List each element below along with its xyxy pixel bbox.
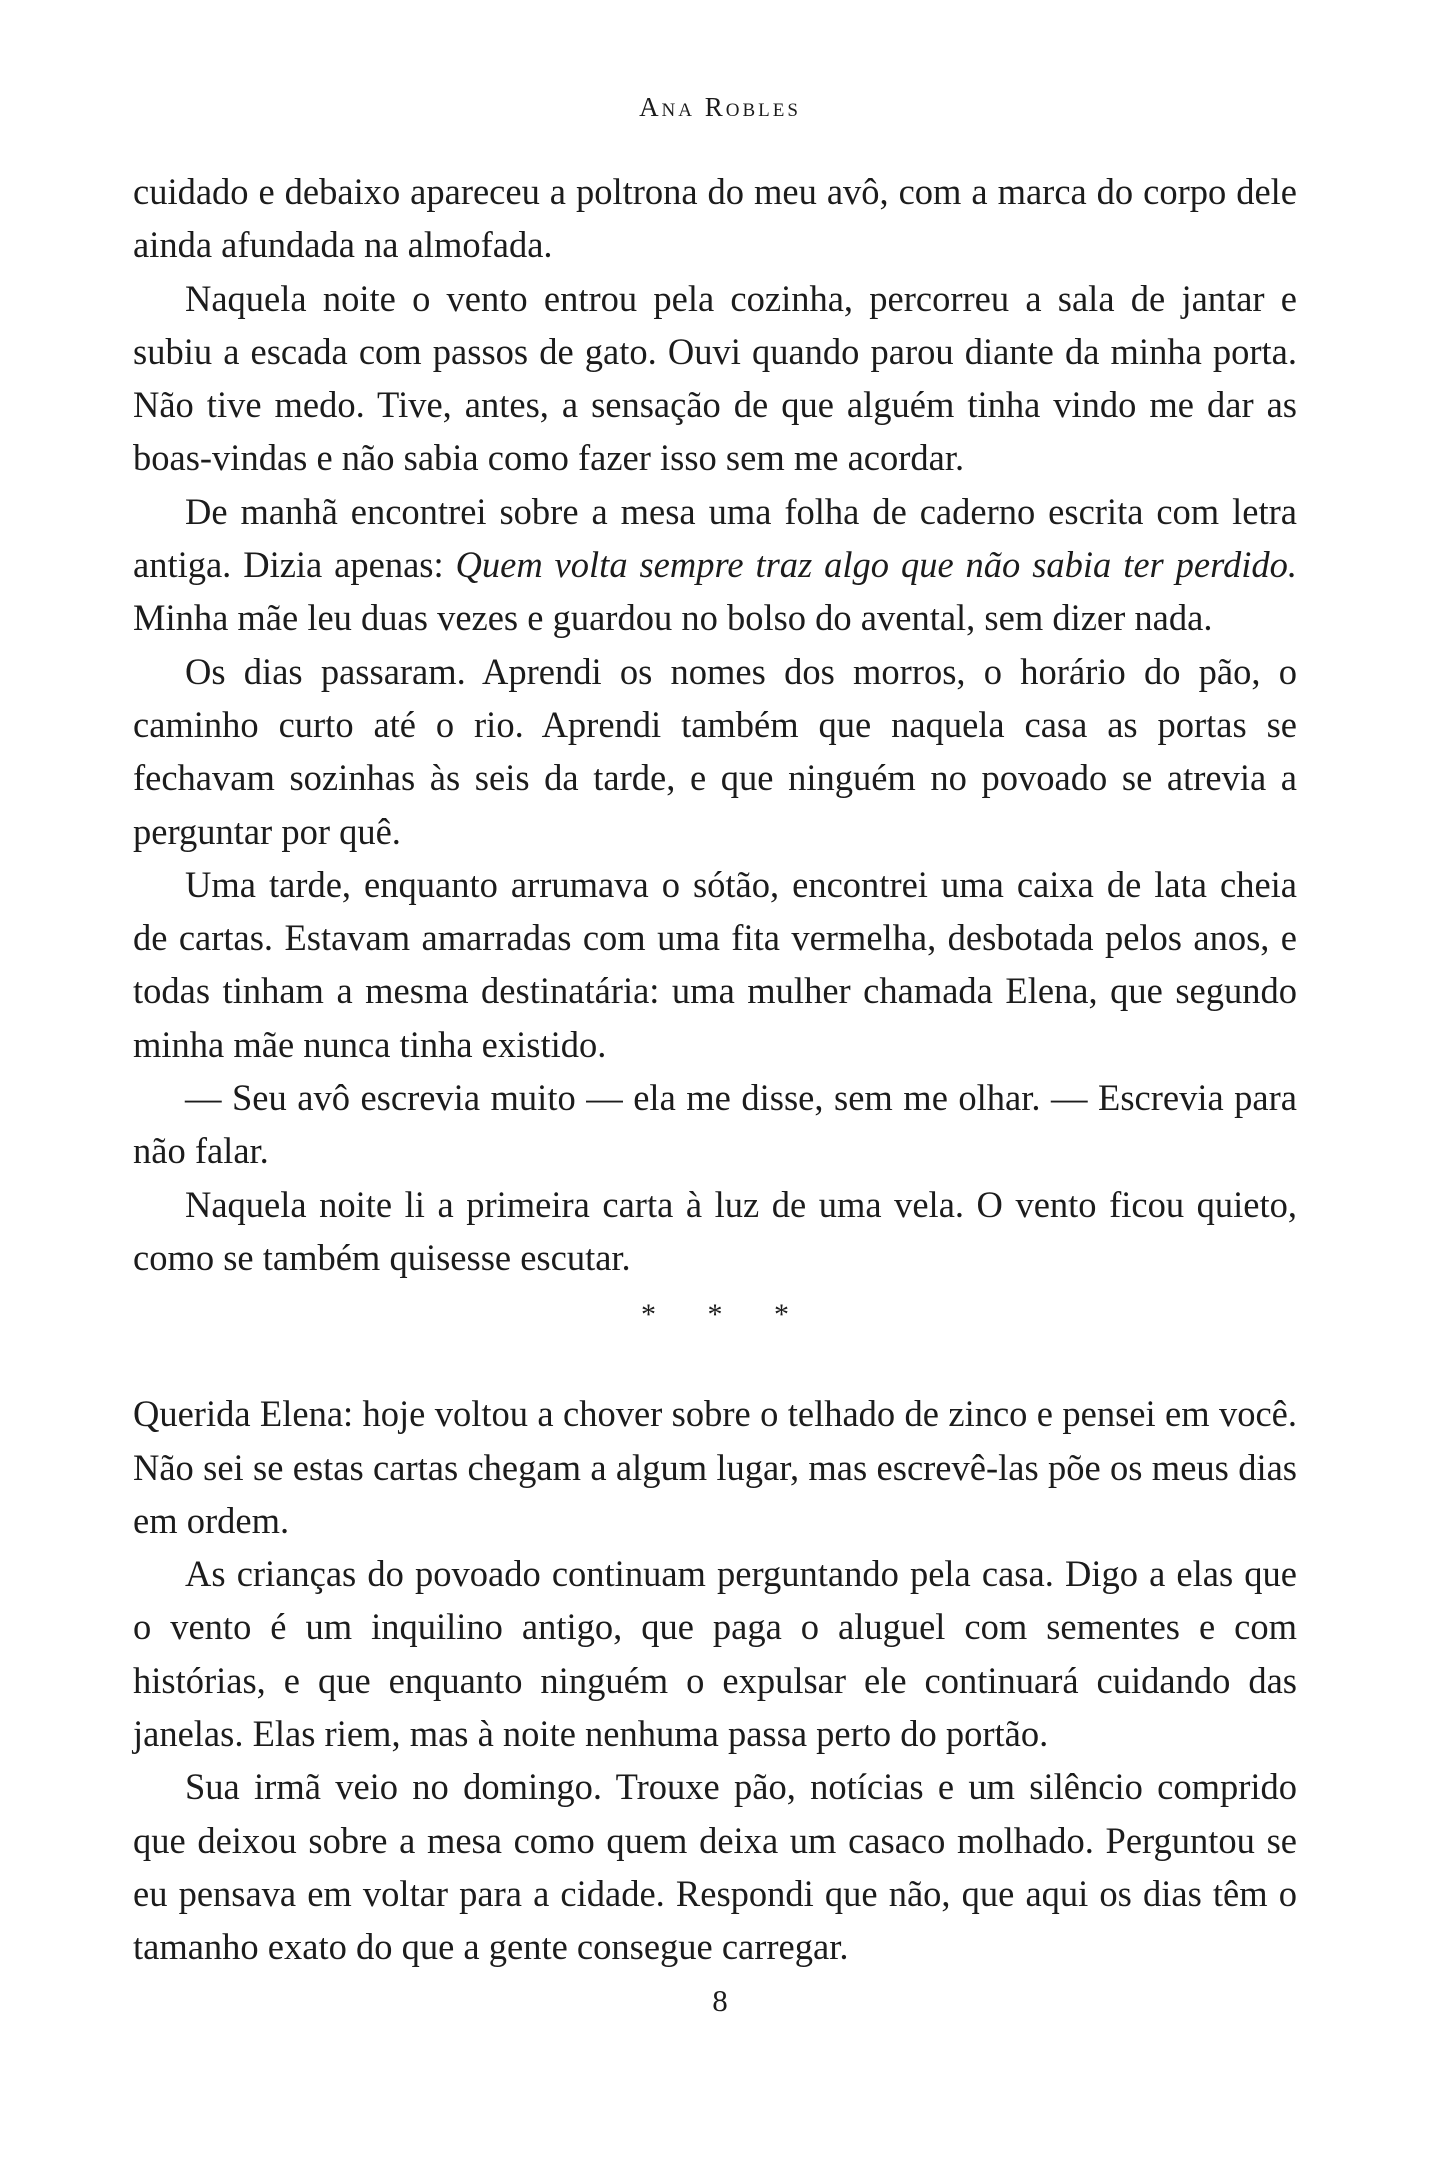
paragraph: Os dias passaram. Aprendi os nomes dos morros, o horário do pão, o caminho curto até o rio. Aprendi também que naquela casa as portas se fechavam sozinhas às seis da tarde, e que ninguém no povoado se atrevia a perguntar por quê. [133, 650, 1297, 852]
letter-paragraph: Sua irmã veio no domingo. Trouxe pão, notícias e um silêncio comprido que deixou sobre a mesa como quem deixa um casaco molhado. Perguntou se eu pensava em voltar para a cidade. Respondi que não, que aqui os dias têm o tamanho exato do que a gente consegue carregar. [133, 1766, 1297, 1968]
paragraph-text: Minha mãe leu duas vezes e guardou no bolso do avental, sem dizer nada. [133, 597, 1213, 639]
section-break-asterisks: * * * [641, 1298, 811, 1332]
letter-paragraph: As crianças do povoado continuam perguntando pela casa. Digo a elas que o vento é um inquilino antigo, que paga o aluguel com sementes e com histórias, e que enquanto ninguém o expulsar ele continuará cuidando das janelas. Elas riem, mas à noite nenhuma passa perto do portão. [133, 1553, 1297, 1755]
letter-paragraph: Querida Elena: hoje voltou a chover sobre o telhado de zinco e pensei em você. Não sei se estas cartas chegam a algum lugar, mas escrevê-las põe os meus dias em ordem. [133, 1393, 1297, 1541]
paragraph-with-italic [133, 485, 1297, 645]
paragraph: Uma tarde, enquanto arrumava o sótão, encontrei uma caixa de lata cheia de cartas. Estavam amarradas com uma fita vermelha, desbotada pelos anos, e todas tinham a mesma destinatária: uma mulher chamada Elena, que segundo minha mãe nunca tinha existido. [133, 863, 1297, 1065]
page-number: 8 [712, 1983, 728, 2018]
paragraph: Naquela noite o vento entrou pela cozinha, percorreu a sala de jantar e subiu a escada com passos de gato. Ouvi quando parou diante da minha porta. Não tive medo. Tive, antes, a sensação de que alguém tinha vindo me dar as boas-vindas e não sabia como fazer isso sem me acordar. [133, 277, 1297, 479]
paragraph-continuation: cuidado e debaixo apareceu a poltrona do meu avô, com a marca do corpo dele ainda afundada na almofada. [133, 171, 1297, 266]
body-text [133, 165, 1297, 1974]
paragraph: Naquela noite li a primeira carta à luz de uma vela. O vento ficou quieto, como se também quisesse escutar. [133, 1183, 1297, 1278]
dialogue-paragraph: — Seu avô escrevia muito — ela me disse, sem me olhar. — Escrevia para não falar. [133, 1077, 1297, 1172]
italic-quote: Quem volta sempre traz algo que não sabia ter perdido. [455, 544, 1297, 586]
running-head-author: Ana Robles [639, 92, 801, 122]
paragraph-text: De manhã encontrei sobre a mesa uma folha de caderno escrita com letra antiga. Dizia apenas: [133, 490, 1297, 586]
